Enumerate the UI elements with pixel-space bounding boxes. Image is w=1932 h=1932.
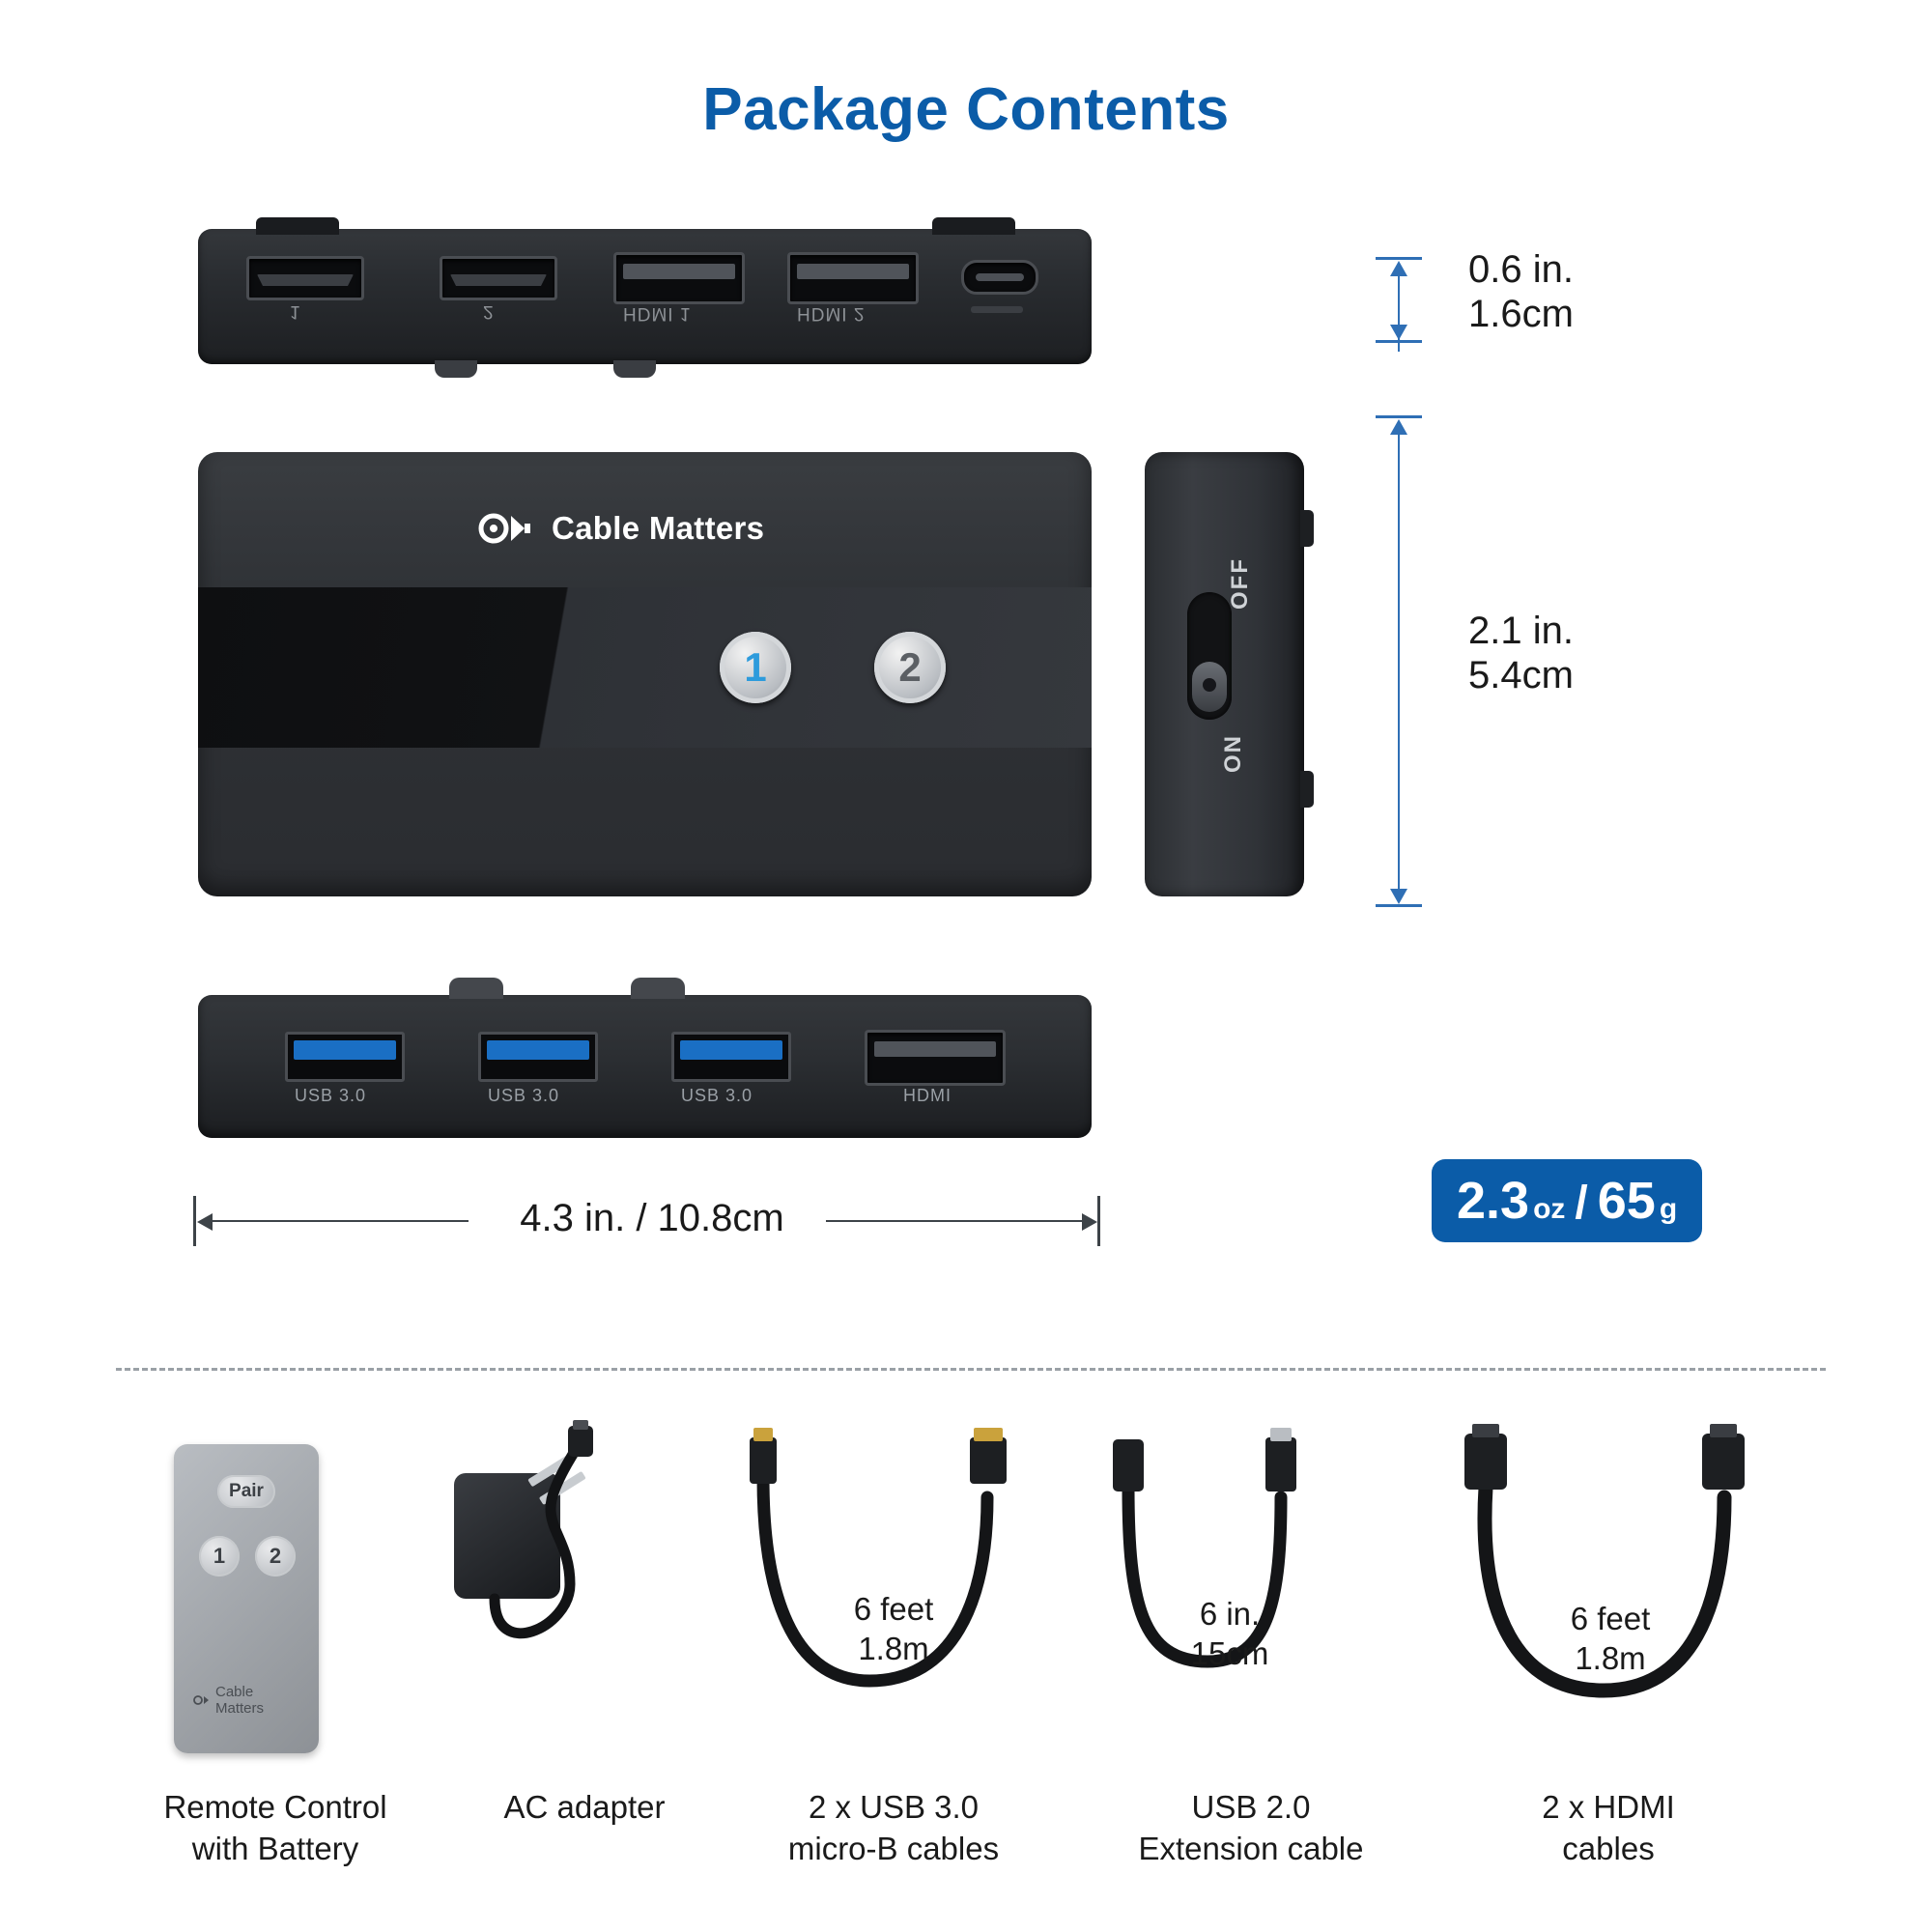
rear-port-label-hdmi-2: HDMI 2 [797, 303, 866, 324]
front-port-usb-1-label: USB 3.0 [295, 1086, 367, 1105]
remote-button-1[interactable]: 1 [199, 1536, 240, 1577]
accessory-caption-remote-line2: with Battery [191, 1830, 359, 1866]
remote-body [174, 1444, 319, 1753]
height-dimension-metric: 1.6cm [1468, 293, 1574, 335]
accessory-caption-hdmi-line1: 2 x HDMI [1542, 1789, 1675, 1825]
width-dim-line-right [826, 1220, 1082, 1222]
ac-adapter-cable [425, 1420, 744, 1777]
front-port-hdmi-label: HDMI [903, 1086, 952, 1105]
usb2-cable-length [1148, 1594, 1312, 1674]
height-dimension-label [1468, 247, 1574, 336]
power-switch-off-label: OFF [1227, 557, 1253, 610]
power-switch-on-label: ON [1220, 734, 1246, 773]
accessory-caption-usb3 [710, 1787, 1077, 1870]
accessory-usb3-micro-b [734, 1420, 1053, 1922]
accessory-caption-hdmi-line2: cables [1562, 1830, 1655, 1866]
width-dim-arrow-right [1082, 1213, 1097, 1231]
hdmi-cable-length-line1: 6 feet [1570, 1601, 1651, 1636]
remote-pair-button[interactable]: Pair [217, 1475, 275, 1508]
front-band [198, 587, 1092, 748]
rear-screw-boss-right [613, 360, 656, 378]
hdmi-cable-length [1528, 1599, 1692, 1679]
depth-dim-line [1398, 421, 1400, 900]
ac-adapter-art [425, 1420, 744, 1777]
accessory-caption-adapter-line1: AC adapter [503, 1789, 666, 1825]
width-dim-cap-right [1097, 1196, 1100, 1246]
rear-port-hdmi-2 [787, 252, 919, 304]
accessory-remote-control [116, 1420, 435, 1922]
accessory-caption-usb2-line2: Extension cable [1138, 1830, 1364, 1866]
hdmi-cable-length-line2: 1.8m [1575, 1640, 1646, 1677]
usb3-cable-length [811, 1589, 976, 1669]
accessories-row [0, 1420, 1932, 1922]
device-button-2[interactable] [874, 632, 946, 703]
front-port-hdmi [865, 1030, 1006, 1086]
remote-brand-name: Cable Matters [215, 1684, 265, 1717]
device-button-1-label: 1 [744, 644, 767, 690]
rear-screw-boss-left [435, 360, 477, 378]
side-nub-top [1300, 510, 1314, 547]
height-dim-arrow-down [1390, 325, 1407, 340]
device-button-1[interactable] [720, 632, 791, 703]
hdmi-cable-art [1449, 1420, 1768, 1777]
remote-cable-matters-logo-icon [193, 1694, 211, 1706]
power-switch-knob[interactable] [1192, 662, 1227, 712]
usb2-cable-length-line1: 6 in. [1199, 1596, 1261, 1632]
usb2-cable-art [1092, 1420, 1410, 1777]
front-port-usb-2-label: USB 3.0 [488, 1086, 560, 1105]
rear-port-micro-b-2 [440, 256, 557, 300]
weight-metric-unit: g [1659, 1193, 1678, 1225]
front-port-usb-2 [478, 1032, 598, 1082]
device-side-view [1145, 452, 1304, 896]
accessory-caption-usb2-line1: USB 2.0 [1191, 1789, 1311, 1825]
rear-port-label-hdmi-1: HDMI 1 [623, 303, 692, 324]
weight-unit: oz [1533, 1193, 1566, 1225]
front-port-usb-1 [285, 1032, 405, 1082]
rear-port-label-1: 1 [290, 301, 301, 322]
device-front-view [198, 452, 1092, 896]
front-boss-right [631, 978, 685, 999]
rear-port-label-2: 2 [483, 301, 495, 322]
device-rear-view [198, 229, 1092, 364]
depth-dimension-label [1468, 609, 1574, 697]
remote-control-art [116, 1420, 435, 1777]
depth-dim-cap-top [1376, 415, 1422, 418]
rear-tab-left [256, 217, 339, 235]
width-dim-line-left [213, 1220, 469, 1222]
height-dim-cap-top [1376, 257, 1422, 260]
device-button-2-label: 2 [898, 644, 922, 690]
usb3-cable-length-line2: 1.8m [858, 1631, 929, 1667]
cable-matters-logo-icon [478, 512, 540, 545]
accessory-caption-usb2 [1067, 1787, 1435, 1870]
device-front-port-view [198, 995, 1092, 1138]
weight-badge [1432, 1159, 1702, 1242]
accessory-caption-usb3-line2: micro-B cables [787, 1830, 1000, 1866]
depth-dim-arrow-down [1390, 889, 1407, 904]
accessory-caption-hdmi [1425, 1787, 1792, 1870]
weight-value: 2.3 [1457, 1172, 1530, 1230]
depth-dim-cap-bottom [1376, 904, 1422, 907]
accessory-usb2-extension [1092, 1420, 1410, 1922]
height-dim-cap-bottom [1376, 340, 1422, 343]
usb3-cable-art [734, 1420, 1053, 1777]
rear-port-hdmi-1 [613, 252, 745, 304]
power-switch-slot [1187, 592, 1232, 720]
side-nub-bottom [1300, 771, 1314, 808]
page-title: Package Contents [702, 76, 1230, 143]
front-port-usb-3 [671, 1032, 791, 1082]
accessory-ac-adapter [425, 1420, 744, 1922]
weight-metric-value: 65 [1597, 1172, 1656, 1230]
brand-name: Cable Matters [552, 510, 765, 546]
accessory-caption-usb3-line1: 2 x USB 3.0 [808, 1789, 980, 1825]
rear-tab-right [932, 217, 1015, 235]
rear-port-micro-b-1 [246, 256, 364, 300]
usb3-cable-length-line1: 6 feet [853, 1591, 934, 1627]
weight-separator: / [1575, 1178, 1588, 1229]
rear-port-usb-c [961, 260, 1038, 295]
depth-dimension-imperial: 2.1 in. [1468, 610, 1574, 652]
remote-button-2[interactable]: 2 [255, 1536, 296, 1577]
width-dim-cap-left [193, 1196, 196, 1246]
height-dimension-imperial: 0.6 in. [1468, 248, 1574, 291]
accessory-hdmi-cables [1449, 1420, 1768, 1922]
rear-usb-c-underline [971, 306, 1023, 313]
section-divider [116, 1368, 1826, 1371]
depth-dimension-metric: 5.4cm [1468, 654, 1574, 696]
brand-logo [478, 510, 764, 547]
width-dim-arrow-left [197, 1213, 213, 1231]
front-port-usb-3-label: USB 3.0 [681, 1086, 753, 1105]
width-dimension-label: 4.3 in. / 10.8cm [520, 1197, 784, 1239]
accessory-caption-remote-line1: Remote Control [163, 1789, 387, 1825]
remote-brand-logo [193, 1684, 301, 1717]
usb2-cable-length-line2: 15cm [1190, 1635, 1269, 1672]
front-boss-left [449, 978, 503, 999]
